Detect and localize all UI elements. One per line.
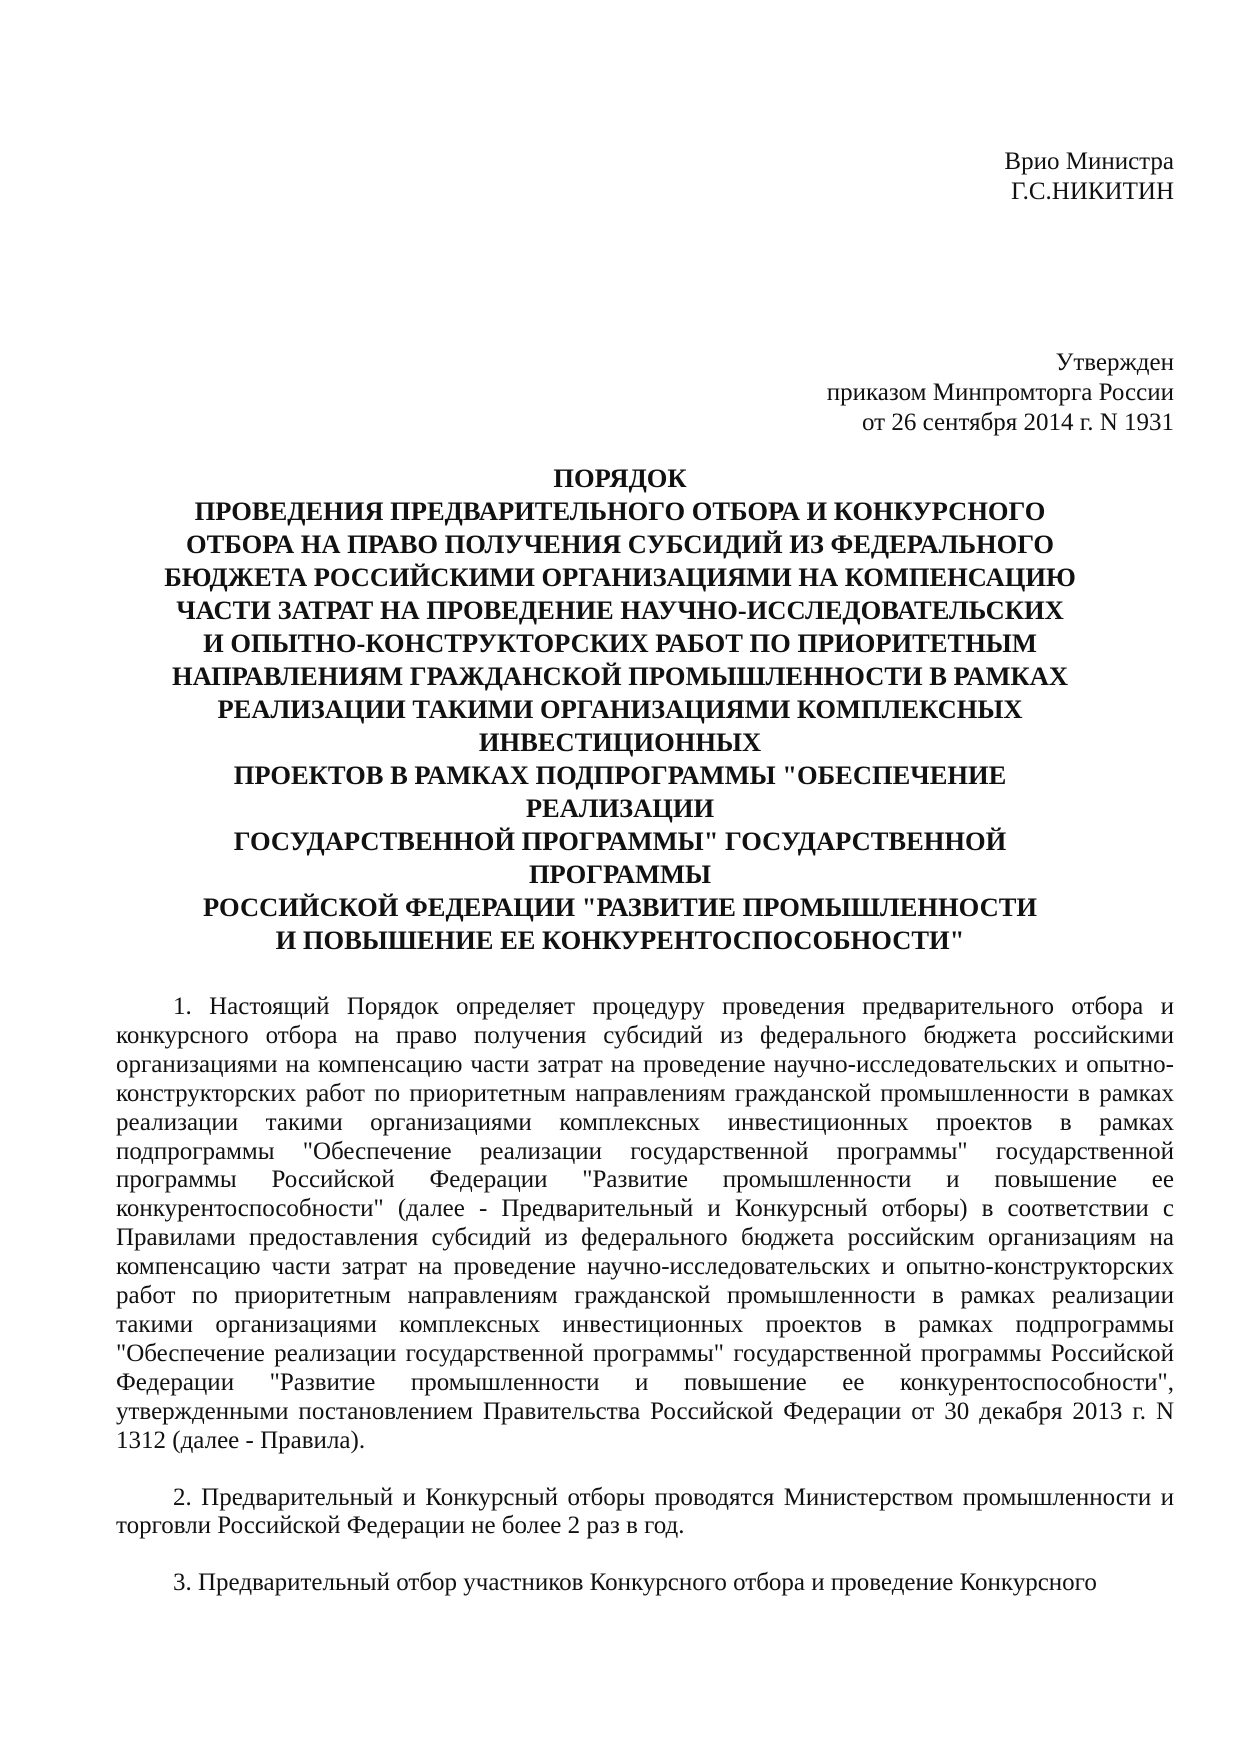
signatory-role: Врио Министра <box>1004 148 1174 175</box>
paragraph-1: 1. Настоящий Порядок определяет процедуру проведения предварительного отбора и конкурсного отбора на право получения субсидий из федерального бюджета российскими организациями на компенсацию части затрат на проведение научно-исследовательских и опытно-конструкторских работ по приоритетным направлениям гражданской промышленности в рамках реализации такими организациями комплексных инвестиционных проектов в рамках подпрограммы "Обеспечение реализации государственной программы" государственной программы Российской Федерации "Развитие промышленности и повышение ее конкурентоспособности" (далее - Предварительный и Конкурсный отборы) в соответствии с Правилами предоставления субсидий из федерального бюджета российским организациям на компенсацию части затрат на проведение научно-исследовательских и опытно-конструкторских работ по приоритетным направлениям гражданской промышленности в рамках реализации такими организациями комплексных инвестиционных проектов в рамках подпрограммы "Обеспечение реализации государственной программы" государственной программы Российской Федерации "Развитие промышленности и повышение ее конкурентоспособности", утвержденными постановлением Правительства Российской Федерации от 30 декабря 2013 г. N 1312 (далее - Правила). <box>116 993 1174 1454</box>
paragraph-2: 2. Предварительный и Конкурсный отборы проводятся Министерством промышленности и торговли Российской Федерации не более 2 раз в год. <box>116 1483 1174 1540</box>
title-line: ГОСУДАРСТВЕННОЙ ПРОГРАММЫ" ГОСУДАРСТВЕННОЙ <box>233 826 1007 856</box>
title-line: РЕАЛИЗАЦИИ <box>525 793 715 823</box>
approval-line-2: приказом Минпромторга России <box>826 379 1174 406</box>
approval-line-1: Утвержден <box>1055 349 1174 376</box>
title-line: РЕАЛИЗАЦИИ ТАКИМИ ОРГАНИЗАЦИЯМИ КОМПЛЕКСНЫХ <box>217 694 1023 724</box>
title-line: ПОРЯДОК <box>553 463 687 493</box>
title-line: ПРОЕКТОВ В РАМКАХ ПОДПРОГРАММЫ "ОБЕСПЕЧЕНИЕ <box>233 760 1007 790</box>
approval-line-3: от 26 сентября 2014 г. N 1931 <box>861 409 1174 436</box>
paragraph-3: 3. Предварительный отбор участников Конкурсного отбора и проведение Конкурсного <box>173 1569 1097 1597</box>
title-line: ЧАСТИ ЗАТРАТ НА ПРОВЕДЕНИЕ НАУЧНО-ИССЛЕДОВАТЕЛЬСКИХ <box>176 595 1064 625</box>
title-line: И ПОВЫШЕНИЕ ЕЕ КОНКУРЕНТОСПОСОБНОСТИ" <box>275 925 965 955</box>
title-line: ПРОВЕДЕНИЯ ПРЕДВАРИТЕЛЬНОГО ОТБОРА И КОНКУРСНОГО <box>194 496 1046 526</box>
signature-block <box>1004 147 1174 207</box>
document-body <box>116 993 1174 1626</box>
title-line: РОССИЙСКОЙ ФЕДЕРАЦИИ "РАЗВИТИЕ ПРОМЫШЛЕННОСТИ <box>203 892 1037 922</box>
approval-stamp <box>827 348 1174 438</box>
title-line: БЮДЖЕТА РОССИЙСКИМИ ОРГАНИЗАЦИЯМИ НА КОМПЕНСАЦИЮ <box>164 562 1076 592</box>
title-line: ОТБОРА НА ПРАВО ПОЛУЧЕНИЯ СУБСИДИЙ ИЗ ФЕДЕРАЛЬНОГО <box>185 529 1055 559</box>
signatory-name: Г.С.НИКИТИН <box>1010 178 1174 205</box>
document-title <box>120 462 1120 957</box>
title-line: ПРОГРАММЫ <box>528 859 712 889</box>
title-line: ИНВЕСТИЦИОННЫХ <box>478 727 762 757</box>
title-line: И ОПЫТНО-КОНСТРУКТОРСКИХ РАБОТ ПО ПРИОРИТЕТНЫМ <box>203 628 1037 658</box>
title-line: НАПРАВЛЕНИЯМ ГРАЖДАНСКОЙ ПРОМЫШЛЕННОСТИ В РАМКАХ <box>171 661 1068 691</box>
